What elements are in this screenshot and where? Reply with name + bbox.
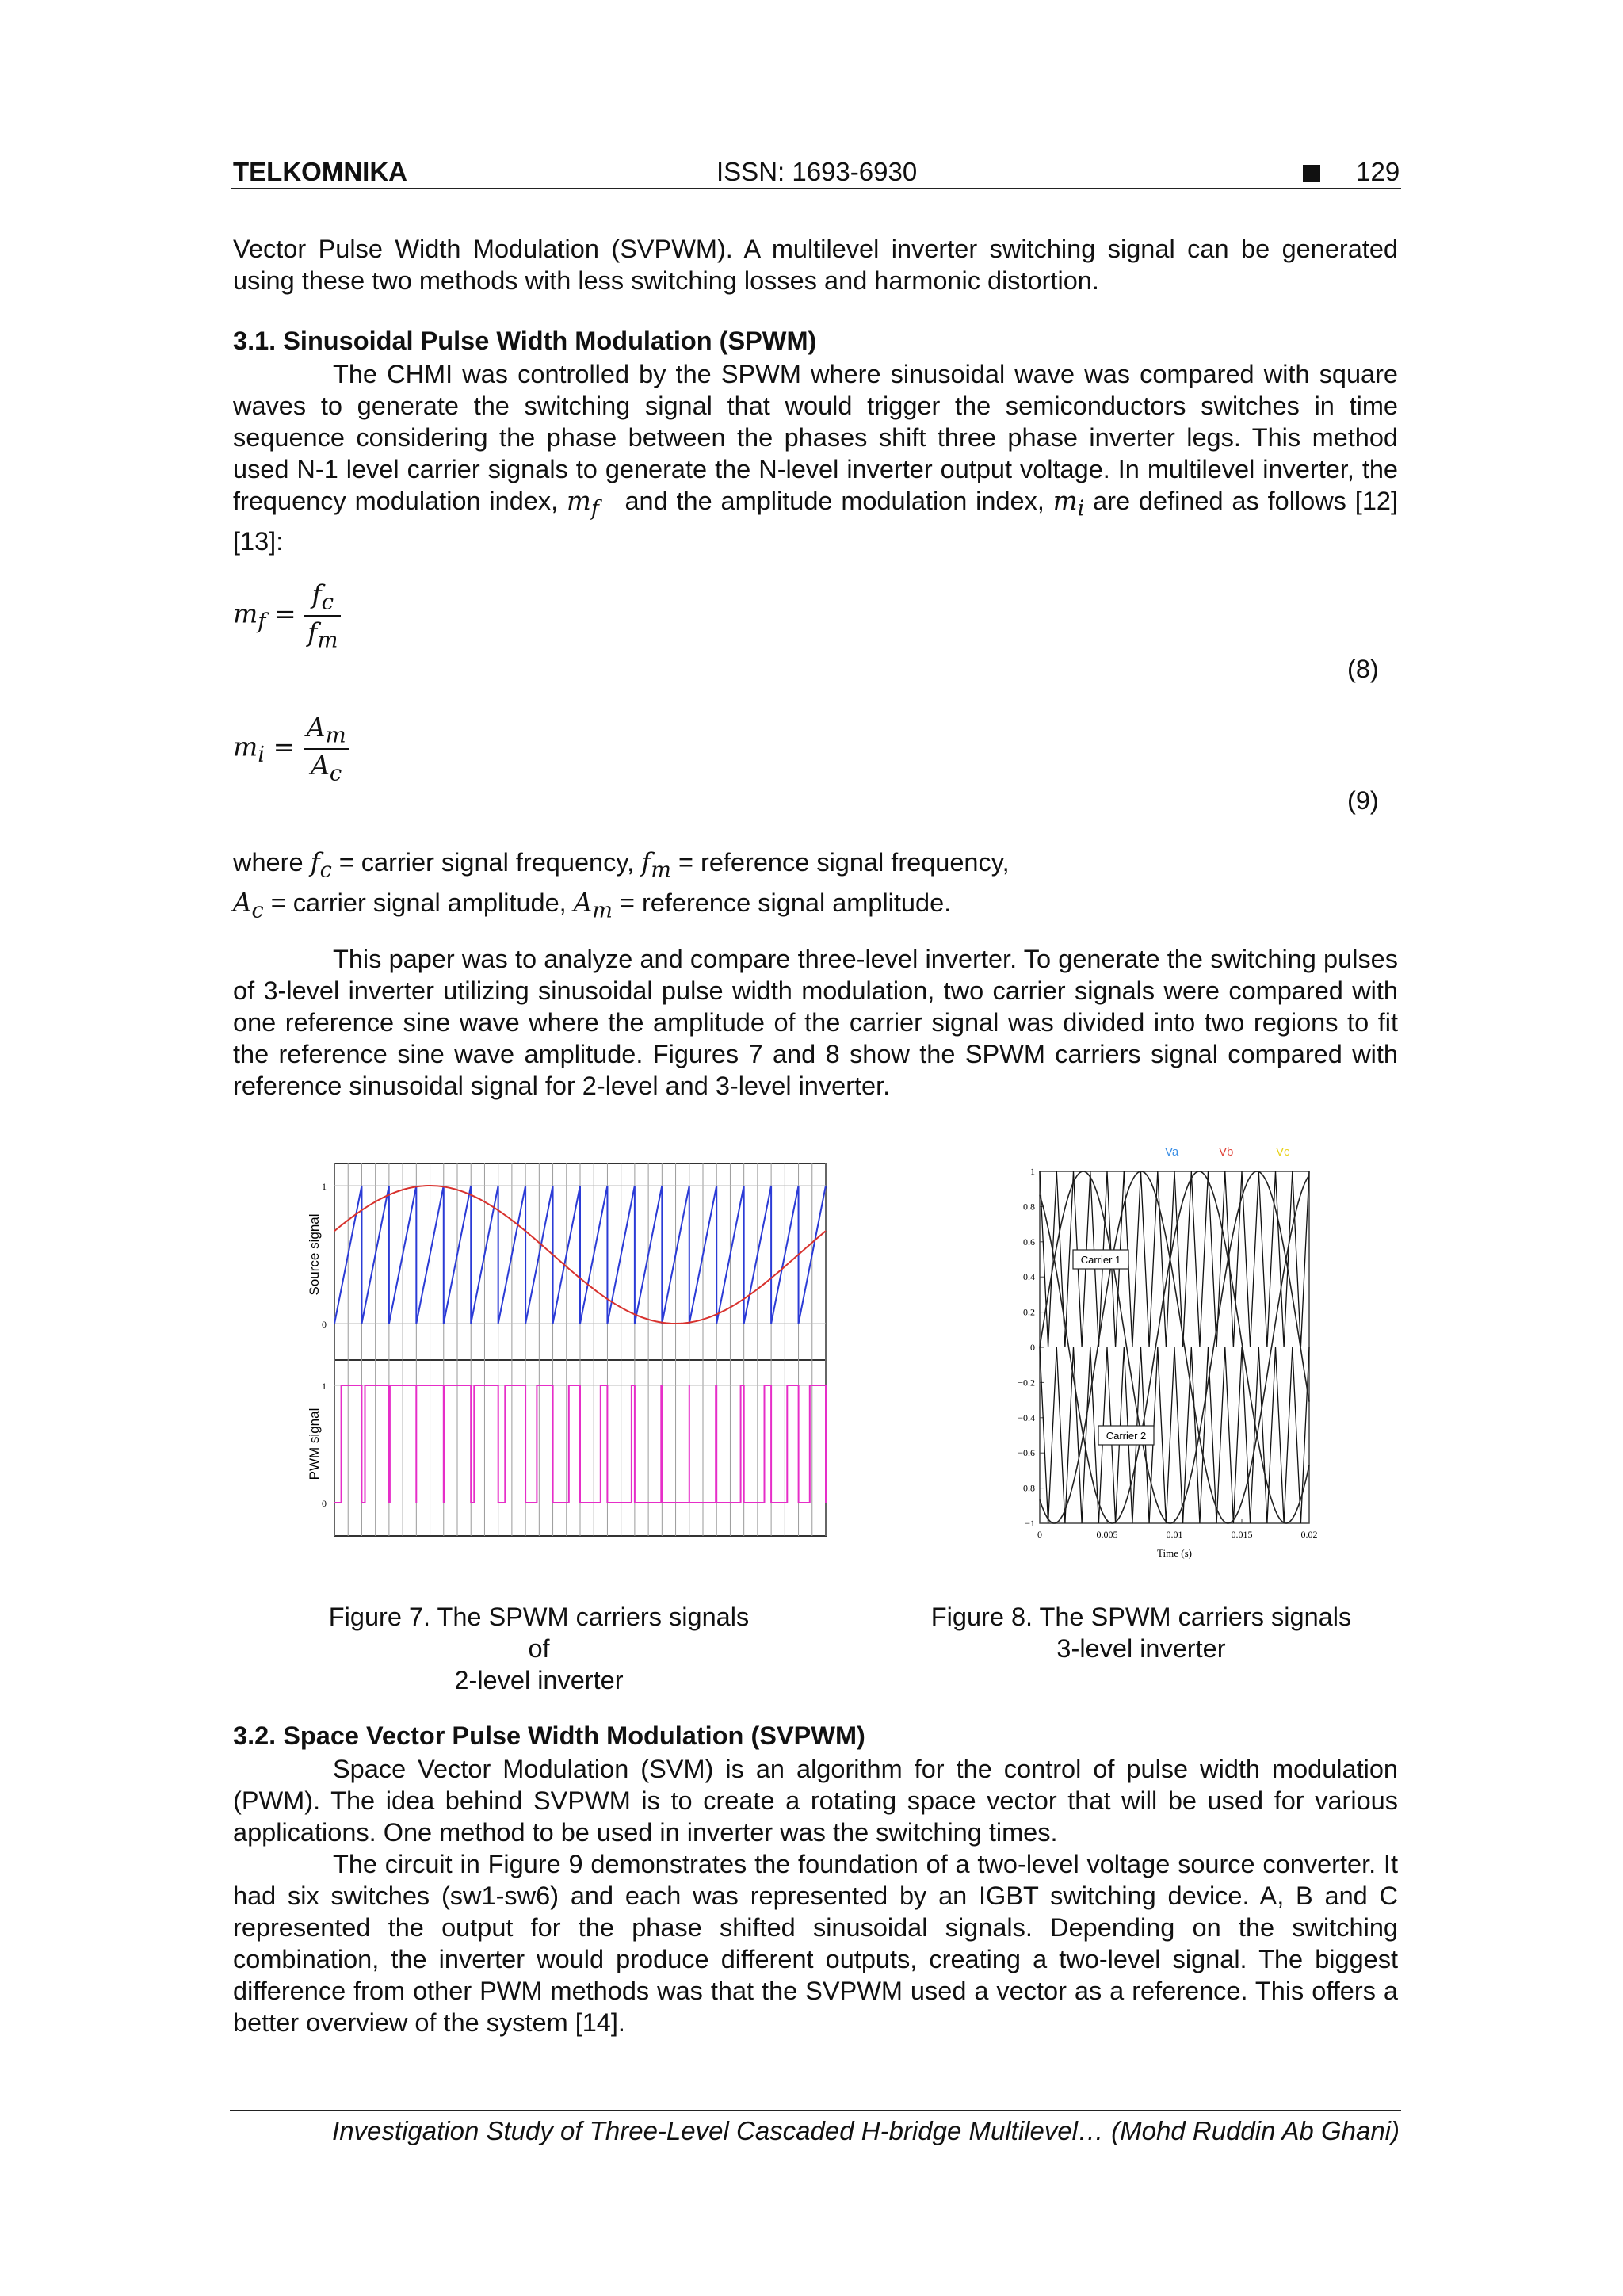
x-tick-label: 0.01 (1166, 1529, 1183, 1540)
journal-name: TELKOMNIKA (233, 157, 407, 186)
legend-vc: Vc (1276, 1145, 1290, 1159)
square-bullet-icon (1303, 165, 1320, 182)
fraction-fc-fm: $\frac{f_c}{f_m}$ (304, 579, 341, 652)
intro-paragraph: Vector Pulse Width Modulation (SVPWM). A multilevel inverter switching signal can be generated using these two methods with less switching losses and harmonic distortion. (233, 235, 1398, 295)
x-tick-label: 0.02 (1300, 1529, 1317, 1540)
equation-8: $m_f$ = $\frac{f_c}{f_m}$ (233, 579, 341, 652)
section-3-1-paragraph-2: This paper was to analyze and compare three-level inverter. To generate the switching pulses of 3-level inverter utilizing sinusoidal pulse width modulation, two carrier signals were compared with one reference sine wave where the amplitude of the carrier signal was divided into two regions to fit the reference sine wave amplitude. Figures 7 and 8 show the SPWM carriers signal compared with reference sinusoidal signal for 2-level and 3-level inverter. (233, 945, 1398, 1100)
issn: ISSN: 1693-6930 (716, 157, 918, 186)
figure-7-caption: Figure 7. The SPWM carriers signals of 2-level inverter (328, 1603, 750, 1694)
x-tick-label: 0 (1037, 1529, 1042, 1540)
carrier-1-label: Carrier 1 (1080, 1254, 1121, 1266)
y-tick-label: −0.8 (1018, 1482, 1035, 1494)
y-tick-label: −0.4 (1018, 1412, 1035, 1423)
header-rule (231, 188, 1401, 189)
footer-citation: Investigation Study of Three-Level Cascaded H-bridge Multilevel… (Mohd Ruddin Ab Ghani) (332, 2116, 1400, 2145)
legend-va: Va (1165, 1145, 1179, 1159)
y-tick-label: 0 (1030, 1342, 1035, 1353)
y-tick-label: 1 (322, 1181, 327, 1192)
y-tick-label: 1 (322, 1381, 327, 1392)
figure-8-caption: Figure 8. The SPWM carriers signals 3-level inverter (930, 1603, 1352, 1663)
y-tick-label: −0.2 (1018, 1377, 1035, 1389)
x-tick-label: 0.015 (1231, 1529, 1253, 1540)
y-axis-label-pwm: PWM signal (307, 1408, 322, 1480)
section-3-2-title: 3.2. Space Vector Pulse Width Modulation (SVPWM) (233, 1721, 865, 1750)
equation-9: $m_i$ = $\frac{A_m}{A_c}$ (233, 712, 349, 785)
y-tick-label: 0.4 (1023, 1271, 1035, 1283)
carrier-2-label: Carrier 2 (1106, 1430, 1147, 1442)
y-axis-label-source: Source signal (307, 1213, 322, 1296)
y-tick-label: 0.2 (1023, 1306, 1035, 1318)
legend-vb: Vb (1219, 1145, 1234, 1159)
equation-8-number: (8) (1347, 655, 1379, 683)
figure-7-chart (303, 1156, 842, 1552)
y-tick-label: −1 (1025, 1518, 1035, 1529)
y-tick-label: 0 (322, 1498, 327, 1509)
equation-9-number: (9) (1347, 786, 1379, 815)
page-number-block (1303, 157, 1400, 187)
page-number: 129 (1356, 157, 1400, 186)
section-3-1-paragraph-1: The CHMI was controlled by the SPWM where sinusoidal wave was compared with square waves to generate the switching signal that would trigger the semiconductors switches in time sequence considering the phase between the phases shift three phase inverter legs. This method used N-1 level carrier signals to generate the N-level inverter output voltage. In multilevel inverter, the frequency modulation index, $m_f$ and the amplitude modulation index, $m_i$ are defined as follows [12][13]: (233, 360, 1398, 556)
y-tick-label: 0 (322, 1319, 327, 1330)
x-axis-label: Time (s) (1157, 1547, 1192, 1559)
y-tick-label: 0.6 (1023, 1236, 1035, 1247)
y-tick-label: 1 (1030, 1166, 1035, 1177)
section-3-1-title: 3.1. Sinusoidal Pulse Width Modulation (SPWM) (233, 327, 817, 355)
figure-8-chart (1000, 1141, 1317, 1569)
section-3-2-body: Space Vector Modulation (SVM) is an algorithm for the control of pulse width modulation (PWM). The idea behind SVPWM is to create a rotating space vector that will be used for various applications. One method to be used in inverter was the switching times. The circuit in Figure 9 demonstrates the foundation of a two-level voltage source converter. It had six switches (sw1-sw6) and each was represented by an IGBT switching device. A, B and C represented the output for the phase shifted sinusoidal signals. Depending on the switching combination, the inverter would produce different outputs, creating a two-level signal. The biggest difference from other PWM methods was that the SVPWM used a vector as a reference. This offers a better overview of the system [14]. (233, 1755, 1398, 2037)
fraction-am-ac: $\frac{A_m}{A_c}$ (304, 712, 349, 785)
y-tick-label: 0.8 (1023, 1201, 1035, 1213)
x-tick-label: 0.005 (1096, 1529, 1118, 1540)
y-tick-label: −0.6 (1018, 1447, 1035, 1459)
where-definitions: where $f_c$ = carrier signal frequency, $f_m$ = reference signal frequency, $A_c$ = carrier signal amplitude, $A_m$ = reference signal amplitude. (233, 847, 1010, 923)
footer-rule (230, 2110, 1401, 2111)
